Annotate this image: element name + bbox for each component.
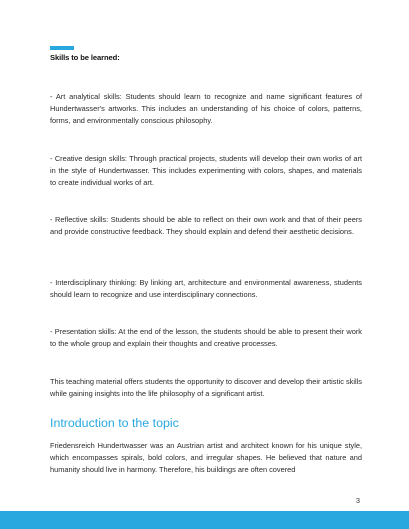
paragraph-introduction: Friedensreich Hundertwasser was an Austrian artist and architect known for his unique style, which encompasses spirals, bold colors, and irregular shapes. He believed that nature and humanity should live in harmony. Therefore, his buildings are often covered bbox=[50, 441, 362, 475]
paragraph-reflective-skills: - Reflective skills: Students should be able to reflect on their own work and that of their peers and provide constructive feedback. They should explain and defend their aesthetic decisions. bbox=[50, 215, 362, 237]
accent-bar bbox=[50, 46, 74, 50]
page-number: 3 bbox=[355, 496, 360, 505]
paragraph-creative-design-skills: - Creative design skills: Through practical projects, students will develop their own works of art in the style of Hundertwasser. This includes experimenting with colors, shapes, and materials to create individual works of art. bbox=[50, 154, 362, 188]
section-heading: Introduction to the topic bbox=[50, 416, 179, 430]
paragraph-summary: This teaching material offers students the opportunity to discover and develop their artistic skills while gaining insights into the life philosophy of a significant artist. bbox=[50, 377, 362, 399]
footer-bar bbox=[0, 511, 409, 529]
paragraph-interdisciplinary-thinking: - Interdisciplinary thinking: By linking art, architecture and environmental awareness, students should learn to recognize and use interdisciplinary connections. bbox=[50, 278, 362, 300]
paragraph-art-analytical-skills: - Art analytical skills: Students should learn to recognize and name significant features of Hundertwasser's artworks. This includes an understanding of his choice of colors, patterns, forms, and environmentally conscious philosophy. bbox=[50, 92, 362, 126]
paragraph-presentation-skills: - Presentation skills: At the end of the lesson, the students should be able to present their work to the whole group and explain their thoughts and creative processes. bbox=[50, 327, 362, 349]
section-label: Skills to be learned: bbox=[50, 53, 120, 62]
